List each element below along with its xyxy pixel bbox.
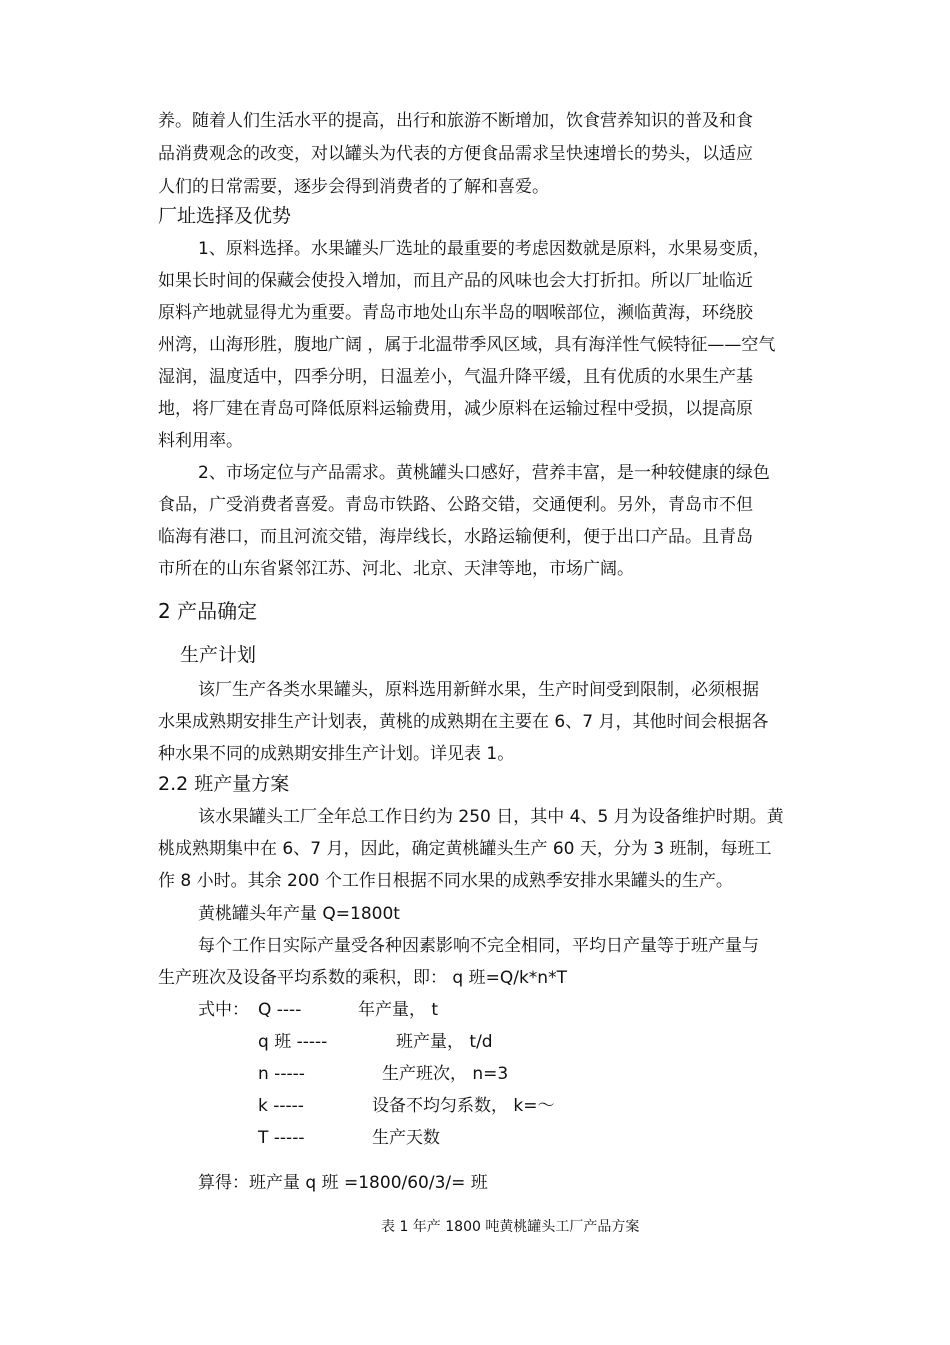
def-description: 年产量， t — [358, 1000, 439, 1020]
formula-line-2: 生产班次及设备平均系数的乘积，即： q 班=Q/k*n*T — [158, 968, 567, 988]
table-caption: 表 1 年产 1800 吨黄桃罐头工厂产品方案 — [381, 1219, 640, 1235]
def-symbol: k ----- — [258, 1096, 304, 1116]
plan-heading: 生产计划 — [180, 644, 257, 666]
def-symbol: q 班 ----- — [258, 1032, 328, 1052]
site-p1-line-1: 1、原料选择。水果罐头厂选址的最重要的考虑因数就是原料，水果易变质， — [198, 239, 770, 259]
def-symbol: Q ---- — [258, 1000, 302, 1020]
section-2-2-heading: 2.2 班产量方案 — [158, 773, 290, 795]
def-symbol: n ----- — [258, 1064, 305, 1084]
plan-line-2: 水果成熟期安排生产计划表，黄桃的成熟期在主要在 6、7 月，其他时间会根据各 — [158, 712, 769, 732]
site-p2-line-4: 市所在的山东省紧邻江苏、河北、北京、天津等地，市场广阔。 — [158, 559, 634, 579]
def-description: 生产班次， n=3 — [382, 1064, 509, 1084]
intro-line-1: 养。随着人们生活水平的提高，出行和旅游不断增加，饮食营养知识的普及和食 — [158, 111, 753, 131]
capacity-line-1: 该水果罐头工厂全年总工作日约为 250 日，其中 4、5 月为设备维护时期。黄 — [198, 807, 784, 827]
site-p2-line-3: 临海有港口，而且河流交错，海岸线长，水路运输便利，便于出口产品。且青岛 — [158, 527, 753, 547]
site-p1-line-7: 料利用率。 — [158, 431, 243, 451]
site-p2-line-2: 食品，广受消费者喜爱。青岛市铁路、公路交错，交通便利。另外，青岛市不但 — [158, 495, 753, 515]
formula-line-1: 每个工作日实际产量受各种因素影响不完全相同，平均日产量等于班产量与 — [198, 936, 759, 956]
site-p1-line-4: 州湾，山海形胜，腹地广阔 ，属于北温带季风区域，具有海洋性气候特征——空气 — [158, 335, 776, 355]
capacity-line-3: 作 8 小时。其余 200 个工作日根据不同水果的成熟季安排水果罐头的生产。 — [158, 871, 733, 891]
site-p1-line-6: 地，将厂建在青岛可降低原料运输费用，减少原料在运输过程中受损，以提高原 — [158, 399, 753, 419]
annual-output: 黄桃罐头年产量 Q=1800t — [198, 904, 400, 924]
site-p2-line-1: 2、市场定位与产品需求。黄桃罐头口感好，营养丰富，是一种较健康的绿色 — [198, 463, 770, 483]
site-p1-line-2: 如果长时间的保藏会使投入增加，而且产品的风味也会大打折扣。所以厂址临近 — [158, 271, 753, 291]
site-p1-line-5: 湿润，温度适中，四季分明，日温差小，气温升降平缓，且有优质的水果生产基 — [158, 367, 753, 387]
plan-line-3: 种水果不同的成熟期安排生产计划。详见表 1。 — [158, 744, 515, 764]
defs-label: 式中： — [198, 1000, 249, 1020]
def-description: 生产天数 — [372, 1128, 440, 1148]
intro-line-3: 人们的日常需要，逐步会得到消费者的了解和喜爱。 — [158, 177, 549, 197]
def-description: 班产量， t/d — [396, 1032, 493, 1052]
def-description: 设备不均匀系数， k=～ — [372, 1096, 555, 1116]
plan-line-1: 该厂生产各类水果罐头，原料选用新鲜水果，生产时间受到限制，必须根据 — [198, 680, 759, 700]
intro-line-2: 品消费观念的改变，对以罐头为代表的方便食品需求呈快速增长的势头，以适应 — [158, 144, 753, 164]
def-symbol: T ----- — [258, 1128, 305, 1148]
site-p1-line-3: 原料产地就显得尤为重要。青岛市地处山东半岛的咽喉部位，濒临黄海，环绕胶 — [158, 303, 753, 323]
result-line: 算得：班产量 q 班 =1800/60/3/= 班 — [198, 1173, 488, 1193]
site-heading: 厂址选择及优势 — [158, 205, 292, 227]
section-2-heading: 2 产品确定 — [158, 599, 258, 623]
capacity-line-2: 桃成熟期集中在 6、7 月，因此，确定黄桃罐头生产 60 天，分为 3 班制，每班工 — [158, 839, 772, 859]
